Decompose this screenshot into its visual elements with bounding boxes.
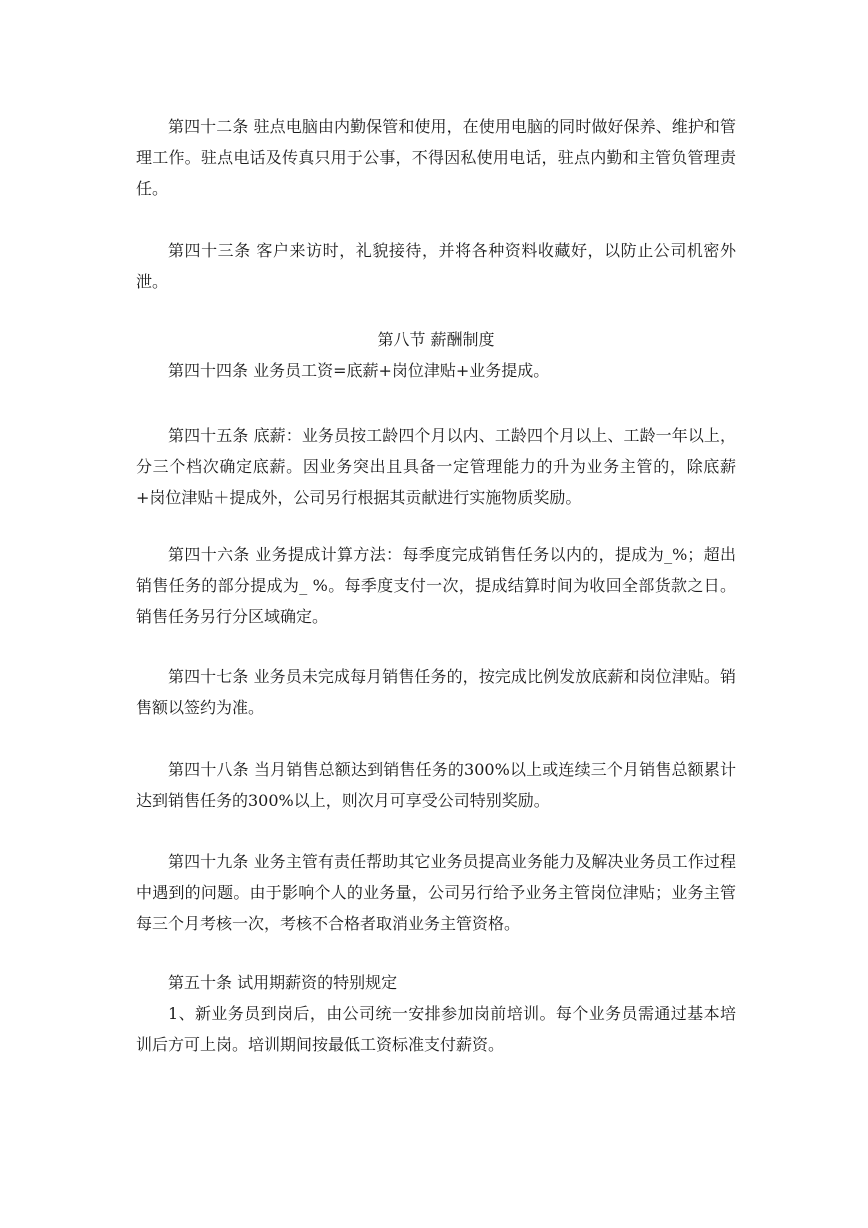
article-50-item-1: 1、新业务员到岗后，由公司统一安排参加岗前培训。每个业务员需通过基本培训后方可上岗。培训期间按最低工资标准支付薪资。 (136, 1004, 736, 1054)
article-45-paragraph: 第四十五条 底薪：业务员按工龄四个月以内、工龄四个月以上、工龄一年以上，分三个档次确定底薪。因业务突出且具备一定管理能力的升为业务主管的，除底薪+岗位津贴＋提成外，公司另行根据其贡献进行实施物质奖励。 (136, 426, 736, 507)
article-49-paragraph: 第四十九条 业务主管有责任帮助其它业务员提高业务能力及解决业务员工作过程中遇到的问题。由于影响个人的业务量，公司另行给予业务主管岗位津贴；业务主管每三个月考核一次，考核不合格者取消业务主管资格。 (136, 852, 736, 933)
article-46-paragraph: 第四十六条 业务提成计算方法：每季度完成销售任务以内的，提成为_%；超出销售任务的部分提成为_ %。每季度支付一次，提成结算时间为收回全部货款之日。销售任务另行分区域确定。 (136, 545, 736, 626)
section-heading-compensation: 第八节 薪酬制度 (377, 330, 495, 349)
article-42-paragraph: 第四十二条 驻点电脑由内勤保管和使用，在使用电脑的同时做好保养、维护和管理工作。驻点电话及传真只用于公事，不得因私使用电话，驻点内勤和主管负管理责任。 (136, 117, 736, 198)
article-47-paragraph: 第四十七条 业务员未完成每月销售任务的，按完成比例发放底薪和岗位津贴。销售额以签约为准。 (136, 667, 736, 717)
article-48-paragraph: 第四十八条 当月销售总额达到销售任务的300%以上或连续三个月销售总额累计达到销售任务的300%以上，则次月可享受公司特别奖励。 (136, 760, 736, 810)
article-44-paragraph: 第四十四条 业务员工资=底薪+岗位津贴+业务提成。 (168, 361, 550, 380)
article-50-heading: 第五十条 试用期薪资的特别规定 (168, 973, 398, 992)
article-43-paragraph: 第四十三条 客户来访时，礼貌接待，并将各种资料收藏好，以防止公司机密外泄。 (136, 241, 736, 291)
